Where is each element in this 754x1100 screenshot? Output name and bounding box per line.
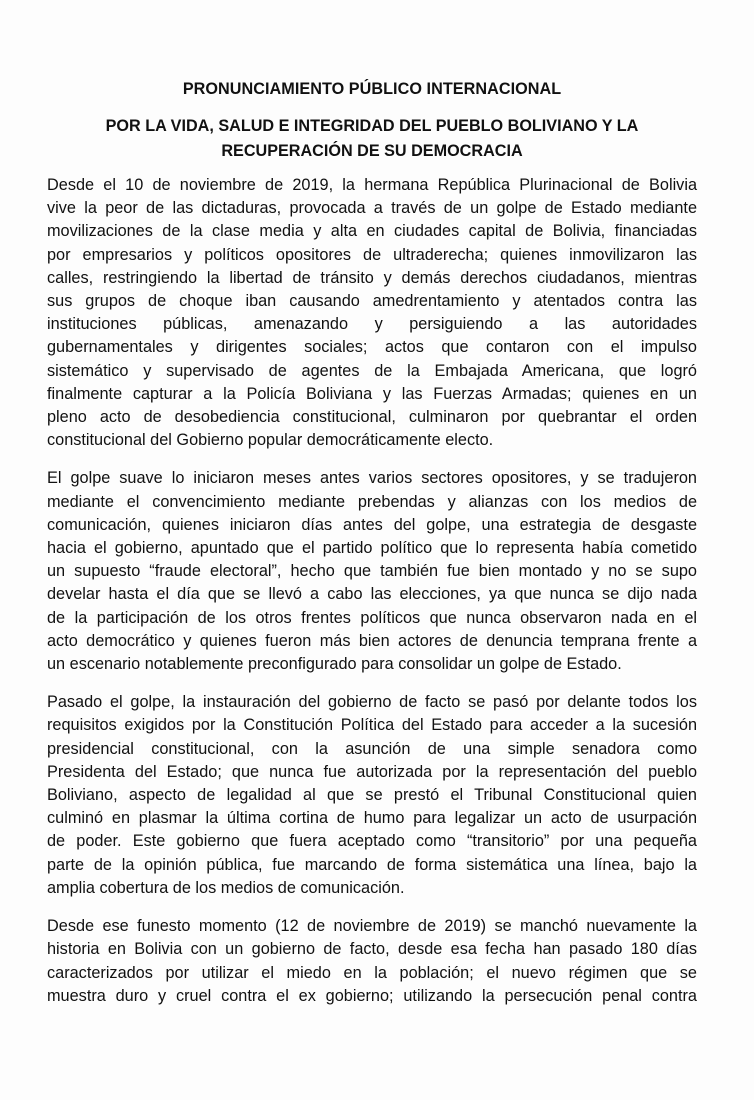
body-paragraph — [47, 174, 697, 452]
paragraph-line: presidencial constitucional, con la asunción de una simple senadora como — [47, 739, 697, 758]
paragraph-line: de la participación de los otros frentes políticos que nunca observaron nada en el — [47, 608, 697, 627]
paragraph-line: un supuesto “fraude electoral”, hecho que también fue bien montado y no se supo — [47, 562, 697, 581]
paragraph-line: un escenario notablemente preconfigurado para consolidar un golpe de Estado. — [47, 655, 622, 674]
paragraph-line: Presidenta del Estado; que nunca fue autorizada por la representación del pueblo — [47, 762, 697, 781]
subtitle-line: POR LA VIDA, SALUD E INTEGRIDAD DEL PUEBLO BOLIVIANO Y LA — [105, 117, 639, 135]
paragraph-line: por empresarios y políticos opositores de ultraderecha; quienes inmovilizaron las — [47, 245, 697, 264]
paragraph-line: sus grupos de choque iban causando amedrentamiento y atentados contra las — [47, 292, 697, 311]
paragraph-line: historia en Bolivia con un gobierno de facto, desde esa fecha han pasado 180 días — [47, 940, 697, 959]
paragraph-line: Pasado el golpe, la instauración del gobierno de facto se pasó por delante todos los — [47, 693, 697, 712]
body-paragraph — [47, 467, 697, 676]
document-page — [47, 77, 697, 1023]
paragraph-line: muestra duro y cruel contra el ex gobierno; utilizando la persecución penal contra — [47, 986, 697, 1005]
document-subtitle — [47, 114, 697, 163]
paragraph-line: Boliviano, aspecto de legalidad al que se prestó el Tribunal Constitucional quien — [47, 786, 697, 805]
paragraph-line: calles, restringiendo la libertad de tránsito y demás derechos ciudadanos, mientras — [47, 268, 697, 287]
subtitle-line: RECUPERACIÓN DE SU DEMOCRACIA — [221, 141, 523, 160]
paragraph-line: requisitos exigidos por la Constitución Política del Estado para acceder a la sucesión — [47, 716, 697, 735]
paragraph-line: movilizaciones de la clase media y alta en ciudades capital de Bolivia, financiadas — [47, 222, 697, 241]
paragraph-line: Desde el 10 de noviembre de 2019, la hermana República Plurinacional de Bolivia — [47, 176, 697, 194]
paragraph-line: constitucional del Gobierno popular democráticamente electo. — [47, 431, 494, 450]
paragraph-line: hacia el gobierno, apuntado que el partido político que lo representa había cometido — [47, 539, 697, 558]
paragraph-line: Desde ese funesto momento (12 de noviembre de 2019) se manchó nuevamente la — [47, 917, 697, 936]
paragraph-line: amplia cobertura de los medios de comunicación. — [47, 878, 405, 897]
paragraph-line: develar hasta el día que se llevó a cabo las elecciones, ya que nunca se dijo nada — [47, 585, 697, 604]
paragraph-line: sistemático y supervisado de agentes de la Embajada Americana, que logró — [47, 361, 697, 380]
document-body — [47, 174, 697, 1008]
paragraph-line: acto democrático y quienes fueron más bien actores de denuncia temprana frente a — [47, 631, 697, 650]
paragraph-line: caracterizados por utilizar el miedo en la población; el nuevo régimen que se — [47, 963, 697, 982]
body-paragraph — [47, 915, 697, 1008]
paragraph-line: gubernamentales y dirigentes sociales; actos que contaron con el impulso — [47, 338, 697, 357]
body-paragraph — [47, 691, 697, 900]
paragraph-line: vive la peor de las dictaduras, provocada a través de un golpe de Estado mediante — [47, 199, 697, 218]
paragraph-line: culminó en plasmar la última cortina de humo para legalizar un acto de usurpación — [47, 809, 697, 828]
document-title: PRONUNCIAMIENTO PÚBLICO INTERNACIONAL — [182, 80, 562, 98]
paragraph-line: de poder. Este gobierno que fuera aceptado como “transitorio” por una pequeña — [47, 832, 697, 851]
paragraph-line: parte de la opinión pública, fue marcando de forma sistemática una línea, bajo la — [47, 855, 697, 874]
paragraph-line: pleno acto de desobediencia constitucional, culminaron por quebrantar el orden — [47, 408, 697, 427]
paragraph-line: El golpe suave lo iniciaron meses antes varios sectores opositores, y se tradujeron — [47, 469, 697, 488]
paragraph-line: comunicación, quienes iniciaron días antes del golpe, una estrategia de desgaste — [47, 515, 697, 534]
paragraph-line: instituciones públicas, amenazando y persiguiendo a las autoridades — [47, 315, 697, 334]
paragraph-line: mediante el convencimiento mediante prebendas y alianzas con los medios de — [47, 492, 697, 511]
paragraph-line: finalmente capturar a la Policía Boliviana y las Fuerzas Armadas; quienes en un — [47, 384, 697, 403]
